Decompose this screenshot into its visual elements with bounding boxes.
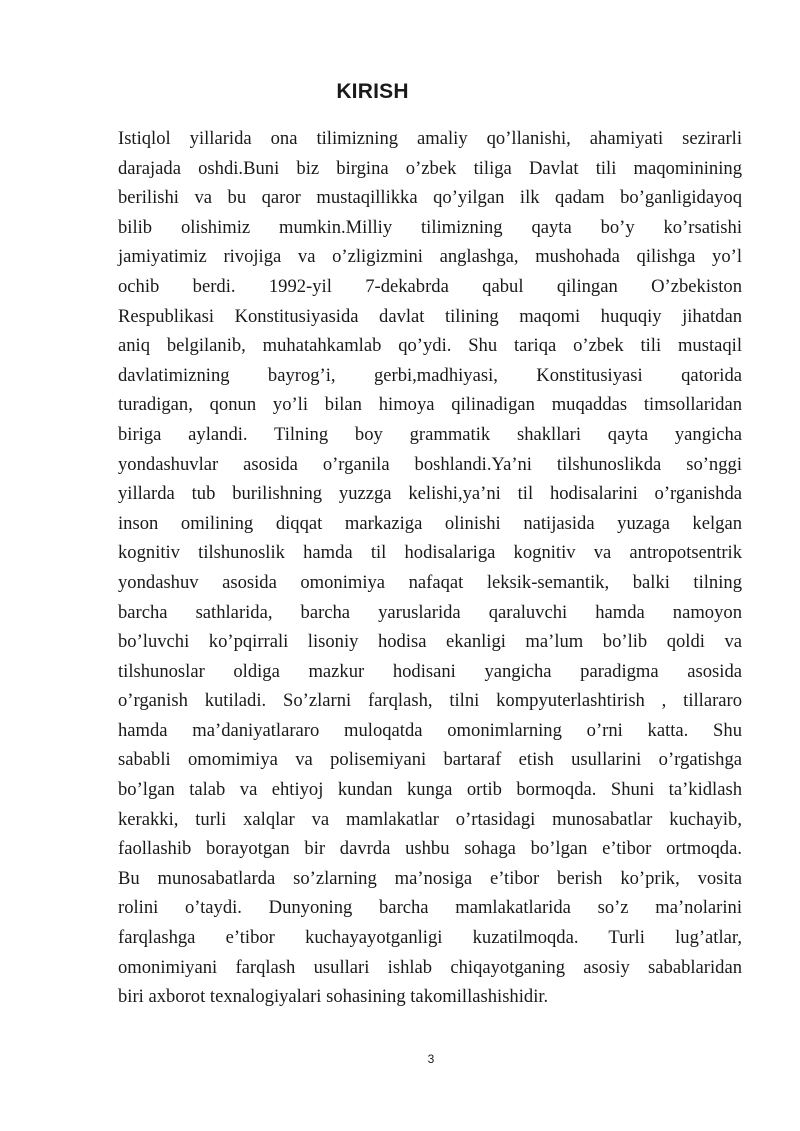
text-line: hamda ma’daniyatlararo muloqatda omonimlarning o’rni katta. Shu — [118, 719, 742, 741]
text-line: kognitiv tilshunoslik hamda til hodisalariga kognitiv va antropotsentrik — [118, 542, 742, 564]
text-line: berilishi va bu qaror mustaqillikka qo’yilgan ilk qadam bo’ganligidayoq — [118, 187, 742, 209]
text-line: rolini o’taydi. Dunyoning barcha mamlakatlarida so’z ma’nolarini — [118, 897, 742, 919]
text-line: faollashib borayotgan bir davrda ushbu sohaga bo’lgan e’tibor ortmoqda. — [118, 838, 742, 860]
text-line: farqlashga e’tibor kuchayayotganligi kuzatilmoqda. Turli lug’atlar, — [118, 927, 742, 949]
text-line: yondashuv asosida omonimiya nafaqat leksik-semantik, balki tilning — [118, 571, 742, 593]
text-line: Bu munosabatlarda so’zlarning ma’nosiga e’tibor berish ko’prik, vosita — [118, 867, 742, 889]
body-paragraph — [118, 124, 742, 1012]
text-line: inson omilining diqqat markaziga olinishi natijasida yuzaga kelgan — [118, 512, 742, 534]
page-number: 3 — [427, 1052, 435, 1066]
text-line: bilib olishimiz mumkin.Milliy tilimizning qayta bo’y ko’rsatishi — [118, 216, 742, 238]
text-line: Istiqlol yillarida ona tilimizning amaliy qo’llanishi, ahamiyati sezirarli — [118, 128, 742, 149]
text-line: biri axborot texnalogiyalari sohasining takomillashishidir. — [118, 986, 549, 1008]
text-line: biriga aylandi. Tilning boy grammatik shakllari qayta yangicha — [118, 423, 742, 445]
text-line: sababli omomimiya va polisemiyani bartaraf etish usullarini o’rgatishga — [118, 749, 742, 771]
page-title: KIRISH — [336, 80, 409, 103]
text-line: darajada oshdi.Buni biz birgina o’zbek tiliga Davlat tili maqominіning — [118, 157, 742, 179]
text-line: turadigan, qonun yo’li bilan himoya qilinadigan muqaddas timsollaridan — [118, 394, 742, 416]
text-line: o’rganish kutiladi. So’zlarni farqlash, tilni kompyuterlashtirish , tillararo — [118, 690, 742, 712]
text-line: tilshunoslar oldiga mazkur hodisani yangicha paradigma asosida — [118, 660, 742, 682]
text-line: davlatimizning bayrog’i, gerbi,madhiyasi, Konstitusiyasi qatorida — [118, 364, 742, 386]
text-line: bo’lgan talab va ehtiyoj kundan kunga ortib bormoqda. Shuni ta’kidlash — [118, 779, 742, 801]
text-line: ochib berdi. 1992-yil 7-dekabrda qabul qilingan O’zbekiston — [118, 275, 742, 297]
text-line: jamiyatimiz rivojiga va o’zligizmini anglashga, mushohada qilishga yo’l — [118, 246, 742, 268]
text-line: Respublikasi Konstitusiyasida davlat tilining maqomi huquqiy jihatdan — [118, 305, 742, 327]
text-line: bo’luvchi ko’pqirrali lisoniy hodisa ekanligi ma’lum bo’lib qoldi va — [118, 631, 742, 653]
text-line: aniq belgilanib, muhatahkamlab qo’ydi. Shu tariqa o’zbek tili mustaqil — [118, 335, 742, 357]
text-line: omonimiyani farqlash usullari ishlab chiqayotganing asosiy sabablaridan — [118, 956, 742, 978]
text-line: barcha sathlarida, barcha yaruslarida qaraluvchi hamda namoyon — [118, 601, 742, 623]
text-line: kerakki, turli xalqlar va mamlakatlar o’rtasidagi munosabatlar kuchayib, — [118, 808, 742, 830]
text-line: yillarda tub burilishning yuzzga kelishi,ya’ni til hodisalarini o’rganishda — [118, 483, 742, 505]
text-line: yondashuvlar asosida o’rganila boshlandi.Ya’ni tilshunoslikda so’nggi — [118, 453, 742, 475]
